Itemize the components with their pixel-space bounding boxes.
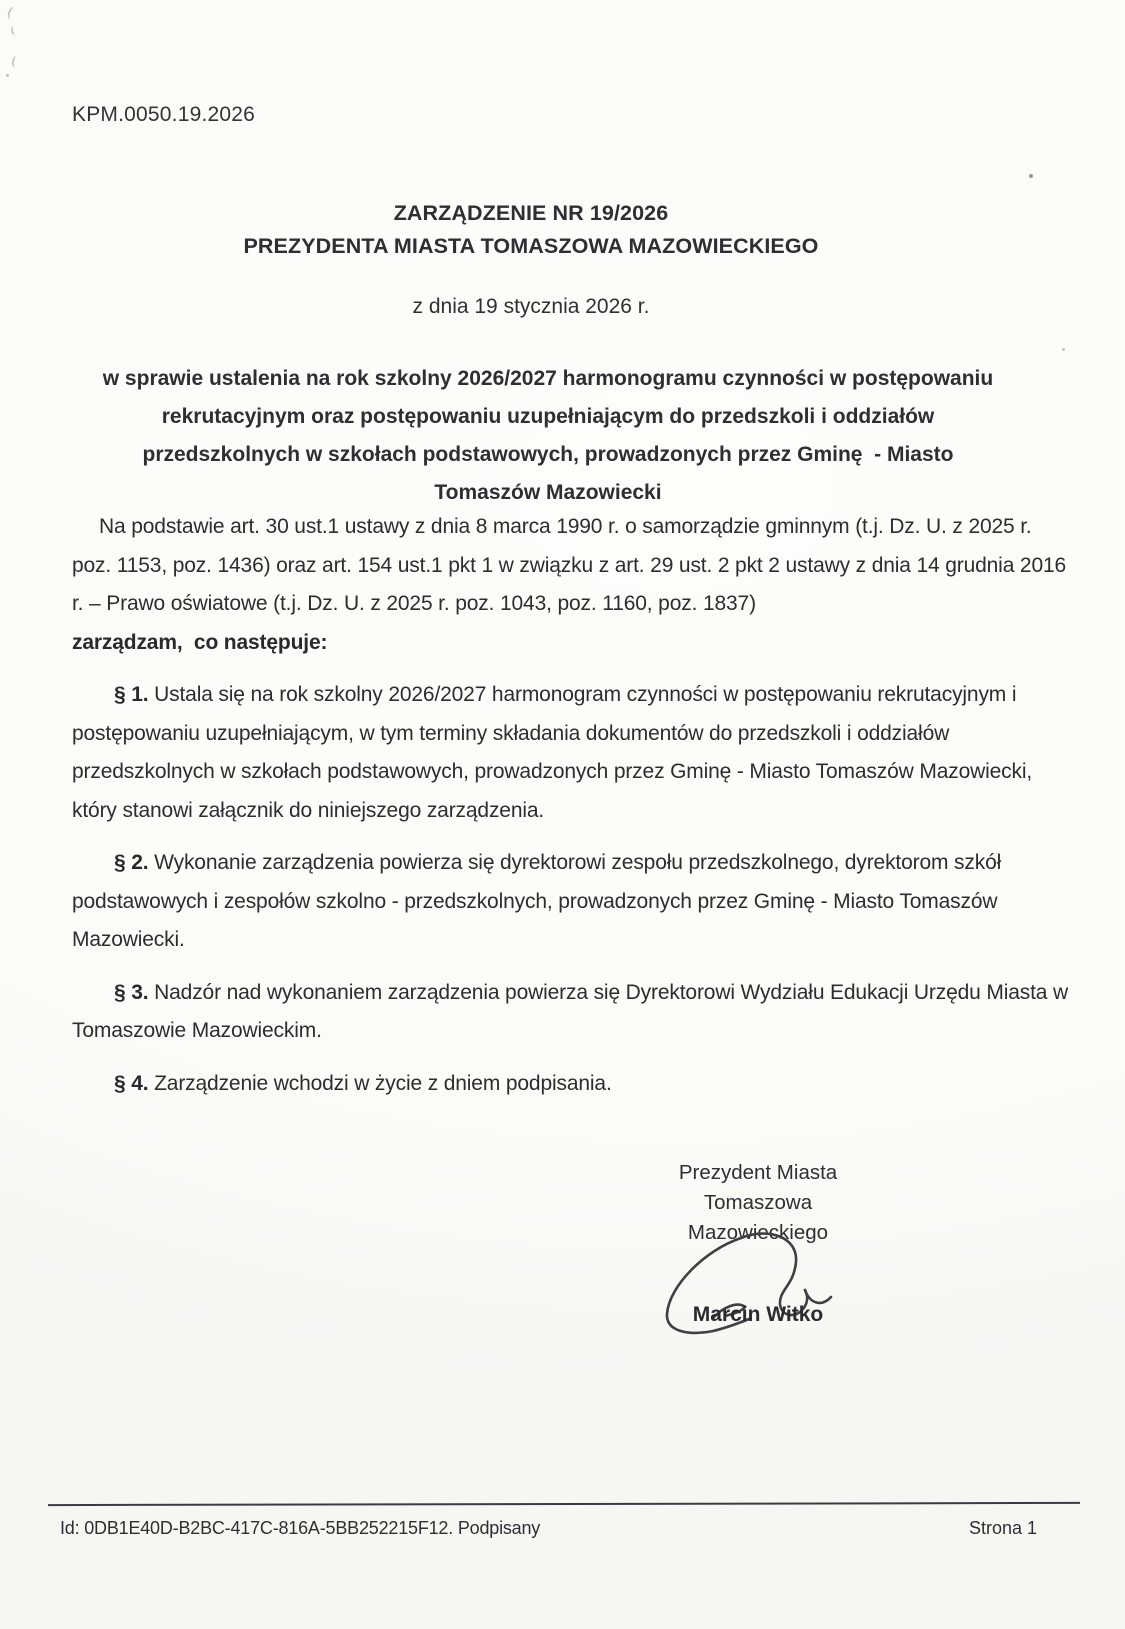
section-text: Zarządzenie wchodzi w życie z dniem podpisania. bbox=[154, 1071, 612, 1095]
section-number: § 3. bbox=[114, 980, 149, 1004]
section-paragraph-1 bbox=[72, 676, 1072, 830]
section-number: § 4. bbox=[114, 1071, 149, 1095]
signatory-name: Marcin Witko bbox=[692, 1303, 824, 1326]
document-subject: w sprawie ustalenia na rok szkolny 2026/2027 harmonogramu czynności w postępowaniu rekrutacyjnym oraz postępowaniu uzupełniającym do przedszkoli i oddziałów przedszkolnych w szkołach podstawowych, prowadzonych przez Gminę - Miasto Tomaszów Mazowiecki bbox=[102, 367, 1000, 504]
scan-smudge bbox=[11, 56, 21, 69]
ordain-clause: zarządzam, co następuje: bbox=[72, 630, 328, 654]
scan-smudge bbox=[6, 74, 9, 77]
section-text: Wykonanie zarządzenia powierza się dyrektorowi zespołu przedszkolnego, dyrektorom szkół podstawowych i zespołów szkolno - przedszkolnych, prowadzonych przez Gminę - Miasto Tomaszów Mazowiecki. bbox=[72, 851, 1002, 951]
signatory-title-line3: Mazowieckiego bbox=[687, 1221, 829, 1244]
signatory-title-line1: Prezydent Miasta bbox=[678, 1161, 838, 1184]
document-title-line2: PREZYDENTA MIASTA TOMASZOWA MAZOWIECKIEGO bbox=[243, 234, 819, 258]
section-paragraph-2 bbox=[72, 844, 1072, 960]
scan-speck bbox=[1029, 174, 1033, 178]
scan-speck bbox=[1062, 348, 1065, 351]
section-text: Nadzór nad wykonaniem zarządzenia powierza się Dyrektorowi Wydziału Edukacji Urzędu Miasta w Tomaszowie Mazowieckim. bbox=[72, 980, 1069, 1042]
legal-basis-paragraph: Na podstawie art. 30 ust.1 ustawy z dnia 8 marca 1990 r. o samorządzie gminnym (t.j. Dz. U. z 2025 r. poz. 1153, poz. 1436) oraz art. 154 ust.1 pkt 1 w związku z art. 29 ust. 2 pkt 2 ustawy z dnia 14 grudnia 2016 r. – Prawo oświatowe (t.j. Dz. U. z 2025 r. poz. 1043, poz. 1160, poz. 1837) bbox=[72, 515, 1067, 615]
document-body bbox=[72, 508, 1072, 1103]
footer-page-number: Strona 1 bbox=[968, 1518, 1037, 1538]
document-title-line1: ZARZĄDZENIE NR 19/2026 bbox=[393, 201, 669, 225]
section-paragraph-3 bbox=[72, 974, 1072, 1051]
footer-document-id: Id: 0DB1E40D-B2BC-417C-816A-5BB252215F12. Podpisany bbox=[60, 1518, 541, 1538]
scan-smudge bbox=[6, 6, 19, 21]
document-date: z dnia 19 stycznia 2026 r. bbox=[412, 295, 650, 318]
document-title bbox=[72, 197, 990, 263]
scan-smudge bbox=[10, 25, 18, 35]
signatory-title-line2: Tomaszowa bbox=[703, 1191, 813, 1214]
section-number: § 2. bbox=[114, 851, 149, 874]
case-reference-number: KPM.0050.19.2026 bbox=[72, 103, 256, 126]
section-paragraph-4 bbox=[72, 1065, 1072, 1104]
footer-divider bbox=[48, 1502, 1080, 1507]
section-number: § 1. bbox=[114, 683, 149, 706]
section-text: Ustala się na rok szkolny 2026/2027 harmonogram czynności w postępowaniu rekrutacyjnym i postępowaniu uzupełniającym, w tym terminy składania dokumentów do przedszkoli i oddziałów przedszkolnych w szkołach podstawowych, prowadzonych przez Gminę - Miasto Tomaszów Mazowiecki, który stanowi załącznik do niniejszego zarządzenia. bbox=[72, 683, 1033, 822]
